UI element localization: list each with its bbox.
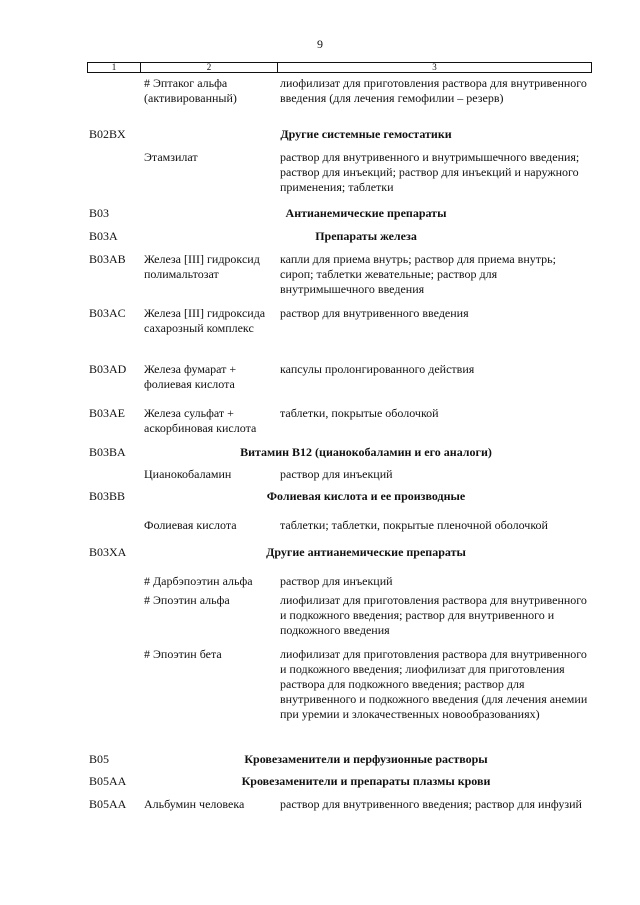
dosage-form: раствор для внутривенного и внутримышечного введения; раствор для инъекций; раствор для инъекций и наружного применения; таблетки — [280, 150, 580, 194]
dosage-form: раствор для инъекций — [280, 574, 393, 588]
section-heading: Кровезаменители и препараты плазмы крови — [241, 774, 491, 788]
dosage-form: таблетки, покрытые оболочкой — [280, 406, 439, 420]
dosage-form: раствор для внутривенного введения — [280, 306, 469, 320]
section-heading: Другие системные гемостатики — [280, 127, 452, 141]
atc-code: B03A — [89, 229, 118, 243]
page-number: 9 — [317, 37, 323, 51]
drug-name: Железа фумарат + фолиевая кислота — [144, 362, 237, 391]
dosage-form: лиофилизат для приготовления раствора для внутривенного и подкожного введения; лиофилизат для приготовления раствора для подкожного введения; раствор для внутривенного и подкожного введения (для лечения анемии при уремии и злокачественных новообразованиях) — [280, 647, 588, 721]
drug-name: Фолиевая кислота — [144, 518, 237, 532]
drug-name: Альбумин человека — [144, 797, 245, 811]
atc-code: B03AE — [89, 406, 125, 420]
drug-name: Железа [III] гидроксид полимальтозат — [144, 252, 260, 281]
atc-code: B05 — [89, 752, 110, 766]
section-heading: Другие антианемические препараты — [266, 545, 466, 559]
dosage-form: таблетки; таблетки, покрытые пленочной оболочкой — [280, 518, 548, 532]
atc-code: B03BB — [89, 489, 126, 503]
atc-code: B03AB — [89, 252, 126, 266]
column-number: 1 — [88, 63, 141, 72]
column-number-header — [87, 62, 592, 73]
drug-name: Цианокобаламин — [144, 467, 232, 481]
atc-code: B05AA — [89, 797, 127, 811]
section-heading: Фолиевая кислота и ее производные — [266, 489, 466, 503]
dosage-form: капли для приема внутрь; раствор для приема внутрь; сироп; таблетки жевательные; раствор для внутримышечного введения — [280, 252, 556, 296]
dosage-form: раствор для внутривенного введения; раствор для инфузий — [280, 797, 582, 811]
column-number: 2 — [141, 63, 278, 72]
drug-name: # Дарбэпоэтин альфа — [144, 574, 253, 588]
section-heading: Препараты железа — [315, 229, 417, 243]
drug-name: # Эптаког альфа (активированный) — [144, 76, 237, 105]
dosage-form: раствор для инъекций — [280, 467, 393, 481]
drug-name: # Эпоэтин альфа — [144, 593, 230, 607]
atc-code: B03AD — [89, 362, 127, 376]
atc-code: B02BX — [89, 127, 126, 141]
drug-name: Этамзилат — [144, 150, 198, 164]
atc-code: B03BA — [89, 445, 126, 459]
atc-code: B03 — [89, 206, 110, 220]
dosage-form: лиофилизат для приготовления раствора для внутривенного введения (для лечения гемофилии – резерв) — [280, 76, 587, 105]
atc-code: B05AA — [89, 774, 127, 788]
dosage-form: лиофилизат для приготовления раствора для внутривенного и подкожного введения; раствор для внутривенного и подкожного введения — [280, 593, 587, 637]
atc-code: B03XA — [89, 545, 127, 559]
section-heading: Витамин B12 (цианокобаламин и его аналоги) — [240, 445, 492, 459]
dosage-form: капсулы пролонгированного действия — [280, 362, 475, 376]
section-heading: Антианемические препараты — [285, 206, 447, 220]
drug-name: # Эпоэтин бета — [144, 647, 222, 661]
drug-name: Железа сульфат + аскорбиновая кислота — [144, 406, 257, 435]
drug-name: Железа [III] гидроксида сахарозный комплекс — [144, 306, 266, 335]
column-number: 3 — [432, 62, 437, 72]
atc-code: B03AC — [89, 306, 126, 320]
section-heading: Кровезаменители и перфузионные растворы — [244, 752, 488, 766]
